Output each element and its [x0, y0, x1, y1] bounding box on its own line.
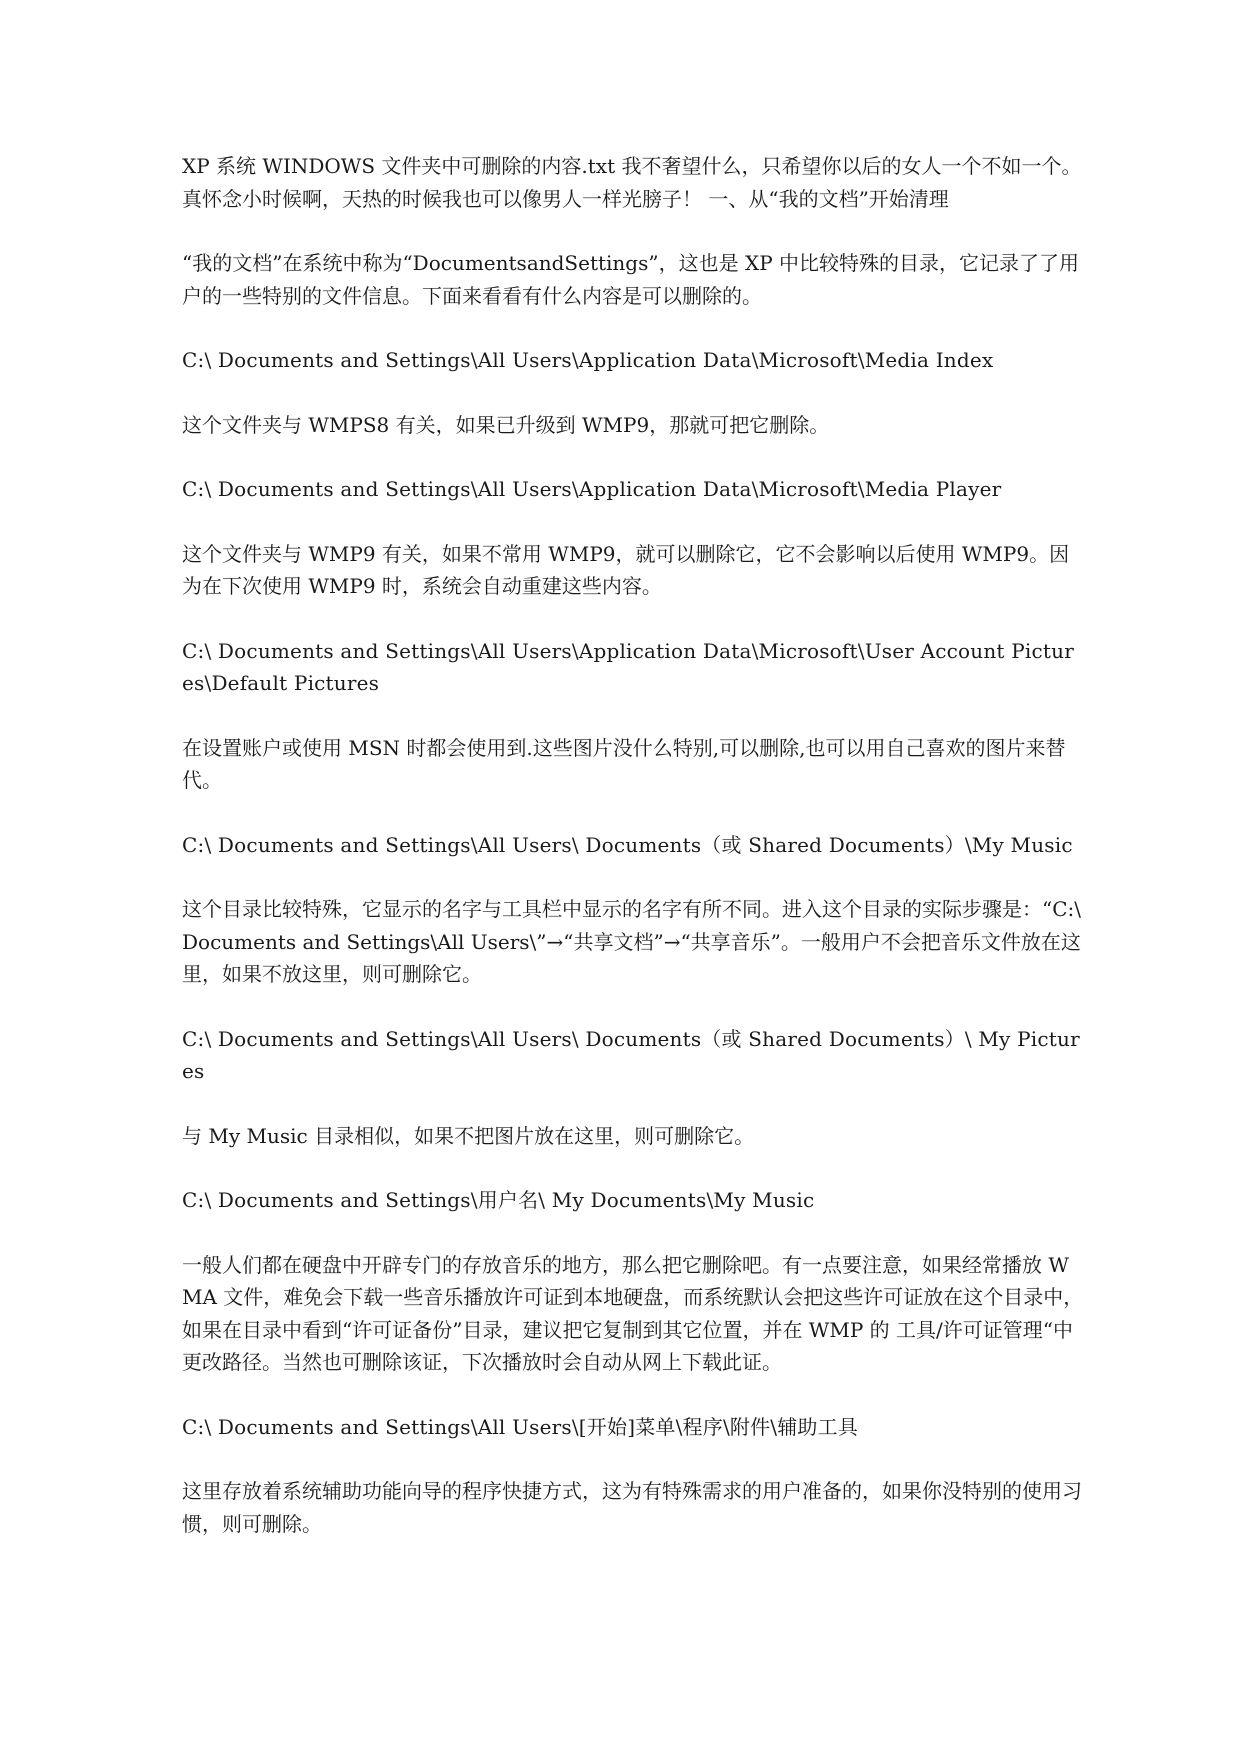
path-shared-pictures: C:\ Documents and Settings\All Users\ Documents（或 Shared Documents）\ My Pictures — [182, 1026, 1080, 1083]
paragraph-gap — [182, 441, 1084, 473]
path-media-player: C:\ Documents and Settings\All Users\Application Data\Microsoft\Media Player — [182, 477, 1002, 501]
path-default-pictures: C:\ Documents and Settings\All Users\Application Data\Microsoft\User Account Pictures\Default Pictures — [182, 638, 1074, 695]
path-media-index: C:\ Documents and Settings\All Users\Application Data\Microsoft\Media Index — [182, 348, 994, 372]
my-documents-paragraph: “我的文档”在系统中称为“DocumentsandSettings”，这也是 XP 中比较特殊的目录，它记录了了用户的一些特别的文件信息。下面来看看有什么内容是可以删除的。 — [182, 251, 1080, 308]
accessibility-description: 这里存放着系统辅助功能向导的程序快捷方式，这为有特殊需求的用户准备的，如果你没特别的使用习惯，则可删除。 — [182, 1479, 1082, 1536]
shared-music-description: 这个目录比较特殊，它显示的名字与工具栏中显示的名字有所不同。进入这个目录的实际步骤是：“C:\ Documents and Settings\All Users\”→“共享文档”→“共享音乐”。一般用户不会把音乐文件放在这里，如果不放这里，则可删除它。 — [182, 897, 1088, 986]
shared-pictures-description: 与 My Music 目录相似，如果不把图片放在这里，则可删除它。 — [182, 1123, 755, 1148]
paragraph-gap — [182, 215, 1084, 247]
media-index-description: 这个文件夹与 WMPS8 有关，如果已升级到 WMP9，那就可把它删除。 — [182, 412, 830, 437]
paragraph-gap — [182, 1152, 1084, 1184]
path-user-music: C:\ Documents and Settings\用户名\ My Documents\My Music — [182, 1188, 815, 1212]
paragraph-gap — [182, 700, 1084, 732]
paragraph-gap — [182, 312, 1084, 344]
path-shared-music: C:\ Documents and Settings\All Users\ Documents（或 Shared Documents）\My Music — [182, 832, 1073, 857]
path-accessibility: C:\ Documents and Settings\All Users\[开始]菜单\程序\附件\辅助工具 — [182, 1414, 859, 1439]
paragraph-gap — [182, 1443, 1084, 1475]
default-pictures-description: 在设置账户或使用 MSN 时都会使用到.这些图片没什么特别,可以删除,也可以用自己喜欢的图片来替代。 — [182, 735, 1066, 792]
media-player-description: 这个文件夹与 WMP9 有关，如果不常用 WMP9，就可以删除它，它不会影响以后使用 WMP9。因为在下次使用 WMP9 时，系统会自动重建这些内容。 — [182, 541, 1070, 598]
paragraph-gap — [182, 1379, 1084, 1411]
paragraph-gap — [182, 377, 1084, 409]
paragraph-gap — [182, 797, 1084, 829]
paragraph-gap — [182, 861, 1084, 893]
user-music-description: 一般人们都在硬盘中开辟专门的存放音乐的地方，那么把它删除吧。有一点要注意，如果经常播放 WMA 文件，难免会下载一些音乐播放许可证到本地硬盘，而系统默认会把这些许可证放在这个目录中，如果在目录中看到“许可证备份”目录，建议把它复制到其它位置，并在 WMP 的 工具/许可证管理“中更改路径。当然也可删除该证，下次播放时会自动从网上下载此证。 — [182, 1252, 1084, 1374]
document-page — [182, 150, 1088, 1540]
paragraph-gap — [182, 506, 1084, 538]
paragraph-gap — [182, 603, 1084, 635]
paragraph-gap — [182, 991, 1084, 1023]
intro-paragraph: XP 系统 WINDOWS 文件夹中可删除的内容.txt 我不奢望什么，只希望你以后的女人一个不如一个。真怀念小时候啊，天热的时候我也可以像男人一样光膀子！ 一、从“我的文档”开始清理 — [182, 154, 1082, 211]
paragraph-gap — [182, 1217, 1084, 1249]
paragraph-gap — [182, 1088, 1084, 1120]
